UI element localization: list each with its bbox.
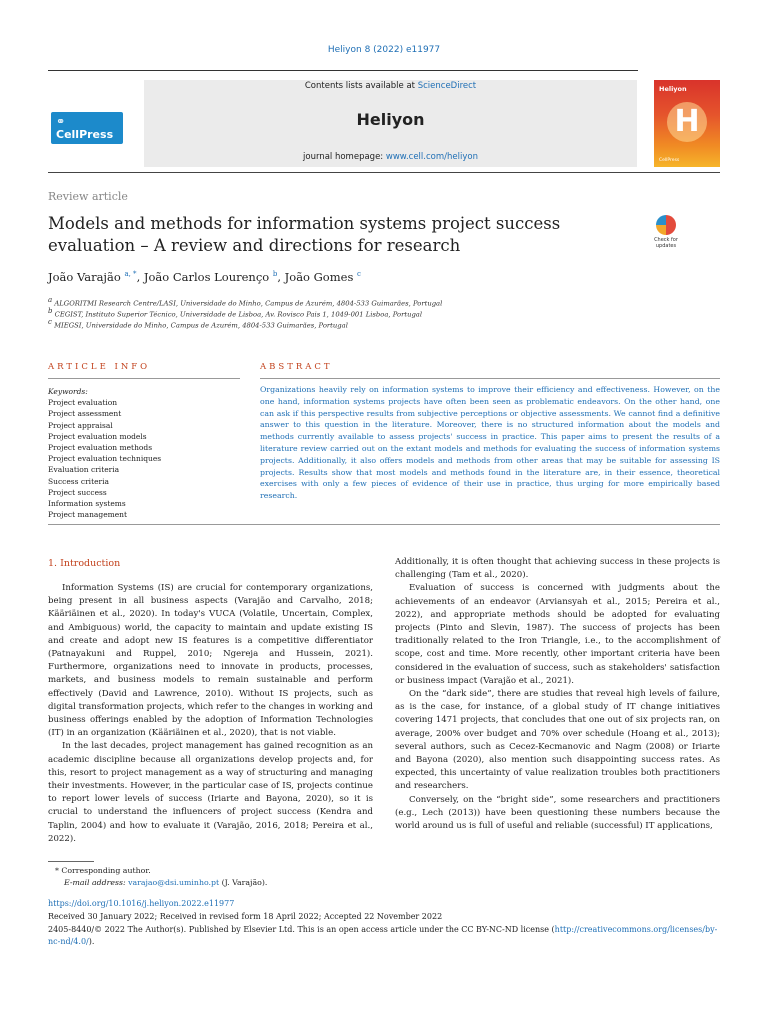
affiliation: $^b$ CEGIST, Instituto Superior Técnico, Universidade de Lisboa, Av. Rovisco Pais 1, 1049-001 Lisboa, Portugal	[48, 307, 423, 319]
keyword: Project evaluation models	[48, 431, 147, 441]
keyword: Project management	[48, 510, 128, 520]
keyword: Success criteria	[48, 476, 109, 486]
paragraph: On the “dark side”, there are studies that reveal high levels of failure, as is the case, for instance, of a global study of IT change initiatives covering 1471 projects, that concludes that one out of six projects ran, on average, 200% over budget and 70% over schedule (Hoang et al., 2013); several authors, such as Cecez-Kecmanovic and Nagm (2008) or Iriarte and Bayona (2020), also mention such disappointing success rates. As expected, this uncertainty of value realization troubles both practitioners and researchers.	[395, 689, 720, 792]
sciencedirect-link[interactable]: ScienceDirect	[417, 81, 477, 91]
author-list: João Varajão $^{a, *}$, João Carlos Lourenço $^b$, João Gomes $^c$	[48, 270, 361, 284]
paragraph: Conversely, on the “bright side”, some researchers and practitioners (e.g., Lech (2013)) have been questioning these numbers because the world around us is full of useful and reliable (successful) IT applications,	[395, 794, 720, 832]
author-affiliation-mark[interactable]: b	[272, 270, 278, 279]
keyword: Project success	[48, 487, 107, 497]
abstract-heading: ABSTRACT	[260, 362, 333, 372]
license-link[interactable]: http://creativecommons.org/licenses/by-nc-nd/4.0/	[48, 925, 718, 946]
article-info-rule	[48, 378, 240, 379]
cover-title: Heliyon	[659, 85, 687, 93]
affiliation: $^a$ ALGORITMI Research Centre/LASI, Universidade do Minho, Campus de Azurém, 4804-533 Guimarães, Portugal	[48, 296, 443, 308]
contents-availability: Contents lists available at ScienceDirect	[304, 81, 477, 91]
paragraph: Information Systems (IS) are crucial for contemporary organizations, being present in all business aspects (Varajão and Carvalho, 2018; Kääriäinen et al., 2020). In today's VUCA (Volatile, Uncertain, Complex, and Ambiguous) world, the capacity to maintain and update existing IS and create and adopt new IS features is a competitive differentiator (Patnayakuni and Ruppel, 2010; Ngereja and Hussein, 2021). Furthermore, organizations need to innovate in products, processes, markets, and business models to remain sustainable and perform effectively (David and Lawrence, 2010). Without IS projects, such as digital transformation projects, which refer to the changes in working and business offerings enabled by the adoption of Information Technologies (IT) in an organization (Kääriäinen et al., 2020), that is not viable.	[48, 583, 373, 739]
section-heading-introduction: 1. Introduction	[48, 558, 121, 569]
header-bottom-rule	[48, 172, 720, 173]
keywords-list	[48, 386, 161, 520]
author-affiliation-mark[interactable]: a, *	[124, 270, 137, 279]
homepage-link[interactable]: www.cell.com/heliyon	[385, 152, 478, 162]
affiliation: $^c$ MIEGSI, Universidade do Minho, Campus de Azurém, 4804-533 Guimarães, Portugal	[48, 318, 348, 330]
keyword: Project evaluation	[48, 398, 118, 408]
author-name: João Carlos Lourenço	[143, 270, 270, 284]
abstract-text: Organizations heavily rely on information systems to improve their efficiency and effectiveness. However, on the one hand, information systems projects have often been seen as problematic endeavors. On the other hand, one can ask if this perspective results from subjective perceptions or objective assessments. We cannot find a definitive answer to this question in the literature. Moreover, there is no structured information about the models and methods currently available to assess projects' success in practice. This paper aims to present the results of a literature review carried out on the extant models and methods for evaluating the success of information systems projects. Additionally, it also offers models and methods from other areas that may be suitable for assessing IS projects. Results show that most models and methods found in the literature are, in their essence, theoretical exercises with only a few pieces of evidence of their use in practice, thus urging for more empirically based research.	[260, 385, 720, 501]
journal-name: Heliyon	[356, 110, 425, 129]
front-matter-rule	[48, 524, 720, 525]
keyword: Project assessment	[48, 409, 122, 419]
email-link[interactable]: varajao@dsi.uminho.pt	[128, 878, 220, 887]
article-title: Models and methods for information systems project success evaluation – A review and directions for research	[48, 214, 561, 255]
journal-homepage: journal homepage: www.cell.com/heliyon	[303, 152, 478, 162]
paragraph: Additionally, it is often thought that achieving success in these projects is challenging (Tam et al., 2020).	[395, 557, 720, 581]
crossmark-badge[interactable]	[646, 215, 686, 255]
corresponding-author-note: * Corresponding author.	[55, 866, 151, 875]
body-column-left	[48, 582, 373, 846]
doi-link[interactable]: https://doi.org/10.1016/j.heliyon.2022.e11977	[48, 899, 235, 908]
paragraph: In the last decades, project management has gained recognition as an academic discipline because all organizations develop projects and, for this, resort to project management as a way of structuring and managing their investments. However, in the particular case of IS, projects continue to report lower levels of success (Iriarte and Bayona, 2020), so it is crucial to understand the influencers of project success (Kendra and Taplin, 2004) and how to evaluate it (Varajão, 2016, 2018; Pereira et al., 2022).	[48, 741, 373, 844]
keyword: Project evaluation techniques	[48, 454, 162, 464]
received-dates: Received 30 January 2022; Received in revised form 18 April 2022; Accepted 22 November 2022	[48, 912, 443, 921]
cover-publisher: CellPress	[659, 158, 680, 163]
keyword: Evaluation criteria	[48, 465, 120, 475]
article-type: Review article	[48, 190, 128, 203]
paragraph: Evaluation of success is concerned with judgments about the achievements of an endeavor (Arviansyah et al., 2015; Pereira et al., 2022), and appropriate methods should be adopted for evaluating projects (Pinto and Slevin, 1987). The success of projects has been traditionally related to the Iron Triangle, i.e., to the accomplishment of scope, cost and time. More recently, other important criteria have been considered in the evaluation of success, such as stakeholders' satisfaction or business impact (Varajão et al., 2021).	[395, 583, 720, 686]
header-rule	[48, 70, 638, 71]
keyword: Information systems	[48, 499, 126, 509]
keywords-label: Keywords:	[48, 387, 88, 396]
author-name: João Gomes	[284, 270, 354, 284]
crossmark-label: Check for updates	[654, 237, 678, 249]
cellpress-logo[interactable]	[48, 102, 123, 140]
keyword: Project appraisal	[48, 420, 113, 430]
cover-logo-letter: H	[667, 102, 707, 142]
author-affiliation-mark[interactable]: c	[357, 270, 361, 279]
keyword: Project evaluation methods	[48, 443, 153, 453]
link-icon: ⚭	[56, 115, 66, 128]
publisher-name: CellPress	[56, 128, 114, 141]
author-name: João Varajão	[48, 270, 121, 284]
email-note: E-mail address: varajao@dsi.uminho.pt (J. Varajão).	[64, 878, 268, 887]
journal-reference[interactable]: Heliyon 8 (2022) e11977	[327, 45, 441, 55]
journal-cover-image[interactable]	[654, 80, 720, 167]
license-statement: 2405-8440/© 2022 The Author(s). Published by Elsevier Ltd. This is an open access article under the CC BY-NC-ND license (http://creativecommons.org/licenses/by-nc-nd/4.0/).	[48, 925, 718, 946]
footnote-rule	[48, 861, 94, 862]
body-column-right	[395, 556, 720, 833]
crossmark-icon	[656, 215, 676, 235]
article-info-heading: ARTICLE INFO	[48, 362, 151, 372]
abstract-rule	[260, 378, 720, 379]
